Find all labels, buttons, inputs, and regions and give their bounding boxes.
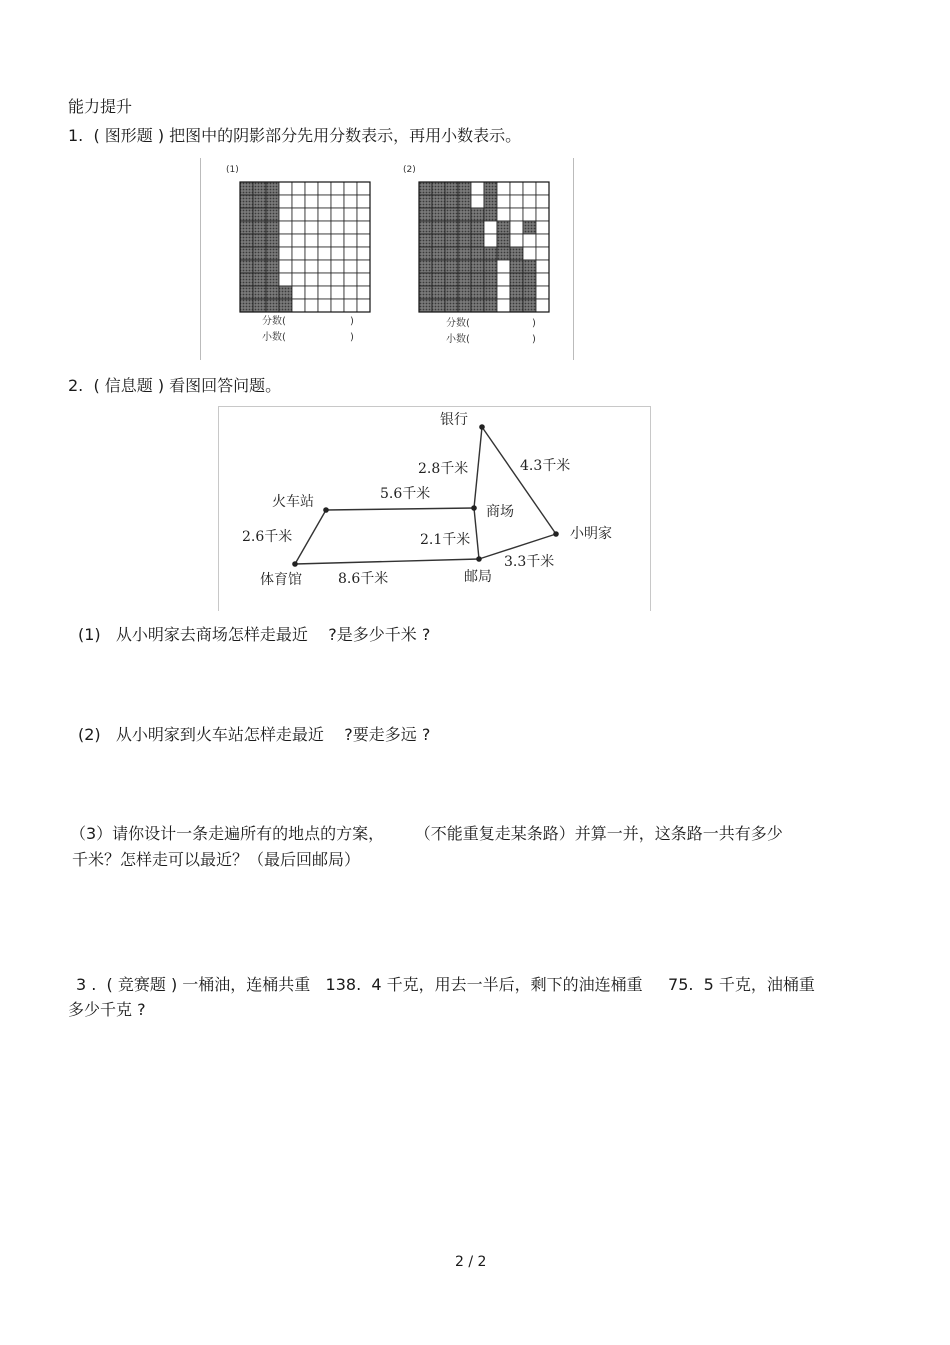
grid-cell	[471, 221, 484, 234]
grid-cell	[484, 299, 497, 312]
grid-cell	[357, 299, 370, 312]
grid-cell	[510, 286, 523, 299]
grid-cell	[305, 182, 318, 195]
grid-cell	[523, 221, 536, 234]
grid-cell	[458, 247, 471, 260]
road-mall-post	[474, 508, 479, 559]
grid-cell	[279, 182, 292, 195]
figure-1-decimal-label: 小数(	[262, 332, 286, 343]
figure-2-decimal-close: )	[532, 334, 536, 345]
grid-cell	[240, 195, 253, 208]
distance-gym-post: 8.6千米	[338, 571, 389, 587]
grid-cell	[357, 286, 370, 299]
grid-cell	[318, 221, 331, 234]
grid-cell	[536, 182, 549, 195]
grid-cell	[510, 221, 523, 234]
grid-cell	[458, 299, 471, 312]
grid-cell	[344, 260, 357, 273]
grid-cell	[497, 208, 510, 221]
grid-cell	[419, 221, 432, 234]
grid-cell	[471, 195, 484, 208]
grid-cell	[331, 195, 344, 208]
grid-cell	[279, 273, 292, 286]
grid-cell	[432, 273, 445, 286]
grid-cell	[318, 273, 331, 286]
grid-cell	[536, 195, 549, 208]
grid-cell	[445, 273, 458, 286]
grid-cell	[523, 260, 536, 273]
grid-cell	[432, 247, 445, 260]
grid-cell	[497, 182, 510, 195]
grid-cell	[279, 247, 292, 260]
grid-cell	[344, 195, 357, 208]
grid-cell	[445, 286, 458, 299]
road-gym-post	[295, 559, 479, 564]
grid-cell	[458, 234, 471, 247]
figure-1-decimal-close: )	[350, 332, 354, 343]
grid-cell	[445, 299, 458, 312]
grid-cell	[253, 286, 266, 299]
grid-cell	[484, 286, 497, 299]
grid-cell	[344, 286, 357, 299]
figure-2-fraction-close: )	[532, 318, 536, 329]
grid-cell	[344, 182, 357, 195]
grid-cell	[318, 195, 331, 208]
grid-cell	[419, 234, 432, 247]
grid-cell	[432, 299, 445, 312]
grid-cell	[266, 286, 279, 299]
grid-cell	[253, 273, 266, 286]
grid-cell	[432, 260, 445, 273]
grid-cell	[305, 273, 318, 286]
grid-cell	[471, 286, 484, 299]
grid-cell	[458, 182, 471, 195]
mall-label: 商场	[486, 504, 514, 520]
road-mall-bank	[474, 427, 482, 508]
grid-cell	[357, 208, 370, 221]
grid-cell	[536, 208, 549, 221]
grid-cell	[305, 234, 318, 247]
grid-cell	[445, 247, 458, 260]
grid-cell	[292, 195, 305, 208]
grid-cell	[497, 247, 510, 260]
grid-cell	[432, 208, 445, 221]
grid-cell	[458, 273, 471, 286]
figure-2-fraction-label: 分数(	[446, 318, 470, 329]
grid-cell	[240, 273, 253, 286]
grid-cell	[318, 208, 331, 221]
grid-cell	[240, 182, 253, 195]
grid-cell	[357, 182, 370, 195]
grid-cell	[253, 260, 266, 273]
grid-cell	[253, 247, 266, 260]
grid-cell	[318, 182, 331, 195]
grid-cell	[331, 208, 344, 221]
distance-bank-home: 4.3千米	[520, 458, 571, 474]
grid-cell	[484, 208, 497, 221]
grid-cell	[432, 234, 445, 247]
grid-cell	[331, 286, 344, 299]
bank-point	[479, 424, 485, 430]
grid-cell	[357, 221, 370, 234]
grid-cell	[357, 234, 370, 247]
grid-cell	[292, 273, 305, 286]
grid-cell	[253, 208, 266, 221]
grid-cell	[331, 221, 344, 234]
distance-post-home: 3.3千米	[504, 554, 555, 570]
grid-cell	[305, 208, 318, 221]
grid-cell	[523, 195, 536, 208]
grid-cell	[445, 208, 458, 221]
grid-cell	[279, 234, 292, 247]
grid-cell	[305, 221, 318, 234]
grid-cell	[523, 182, 536, 195]
grid-cell	[240, 260, 253, 273]
grid-cell	[318, 234, 331, 247]
road-station-gym	[295, 510, 326, 564]
grid-cell	[510, 234, 523, 247]
grid-cell	[536, 234, 549, 247]
grid-cell	[357, 247, 370, 260]
grid-cell	[536, 221, 549, 234]
grid-cell	[432, 195, 445, 208]
grid-cell	[445, 260, 458, 273]
grid-cell	[484, 234, 497, 247]
grid-cell	[279, 286, 292, 299]
grid-cell	[523, 247, 536, 260]
section-title: 能力提升	[68, 97, 133, 116]
grid-cell	[344, 221, 357, 234]
grid-cell	[497, 234, 510, 247]
grid-cell	[471, 273, 484, 286]
grid-cell	[458, 286, 471, 299]
grid-cell	[292, 208, 305, 221]
grid-cell	[253, 299, 266, 312]
grid-cell	[471, 208, 484, 221]
grid-cell	[292, 182, 305, 195]
grid-cell	[497, 221, 510, 234]
grid-cell	[279, 221, 292, 234]
grid-cell	[253, 221, 266, 234]
grid-cell	[484, 182, 497, 195]
grid-cell	[536, 260, 549, 273]
question-2-sub-2: (2) 从小明家到火车站怎样走最近 ?要走多远 ?	[78, 725, 431, 744]
grid-cell	[536, 247, 549, 260]
bank-label: 银行	[440, 412, 468, 428]
grid-cell	[331, 260, 344, 273]
grid-cell	[419, 195, 432, 208]
grid-cell	[471, 182, 484, 195]
station-point	[323, 507, 329, 513]
post-point	[476, 556, 482, 562]
grid-figure-2	[419, 182, 549, 312]
grid-cell	[344, 299, 357, 312]
grid-cell	[318, 247, 331, 260]
distance-bank-mall: 2.8千米	[418, 461, 469, 477]
grid-cell	[497, 286, 510, 299]
grid-cell	[305, 260, 318, 273]
grid-cell	[510, 195, 523, 208]
grid-cell	[331, 234, 344, 247]
grid-cell	[458, 221, 471, 234]
gym-label: 体育馆	[260, 572, 302, 588]
grid-cell	[266, 260, 279, 273]
figure-2-decimal-label: 小数(	[446, 334, 470, 345]
grid-cell	[331, 299, 344, 312]
grid-cell	[523, 299, 536, 312]
grid-cell	[536, 273, 549, 286]
grid-cell	[357, 195, 370, 208]
distance-station-gym: 2.6千米	[242, 529, 293, 545]
grid-cell	[240, 247, 253, 260]
station-label: 火车站	[272, 494, 314, 510]
grid-cell	[266, 182, 279, 195]
grid-cell	[445, 195, 458, 208]
grid-cell	[497, 299, 510, 312]
figure-1-fraction-close: )	[350, 316, 354, 327]
grid-cell	[497, 273, 510, 286]
grid-cell	[266, 195, 279, 208]
grid-cell	[344, 208, 357, 221]
question-2-sub-3-line-2: 千米？怎样走可以最近？（最后回邮局）	[72, 850, 361, 869]
grid-figure-1	[240, 182, 370, 312]
grid-cell	[240, 299, 253, 312]
grid-cell	[305, 286, 318, 299]
grid-cell	[292, 234, 305, 247]
grid-cell	[510, 208, 523, 221]
grid-cell	[292, 247, 305, 260]
grid-cell	[305, 299, 318, 312]
grid-cell	[266, 234, 279, 247]
grid-cell	[253, 195, 266, 208]
grid-cell	[253, 182, 266, 195]
grid-cell	[471, 299, 484, 312]
question-2-sub-3-line-1: （3）请你设计一条走遍所有的地点的方案， （不能重复走某条路）并算一并，这条路一共有多少	[70, 824, 783, 843]
grid-cell	[344, 234, 357, 247]
grid-cell	[279, 299, 292, 312]
grid-cell	[419, 273, 432, 286]
question-1-text: 1. ( 图形题 ) 把图中的阴影部分先用分数表示，再用小数表示。	[68, 126, 522, 145]
grid-cell	[432, 286, 445, 299]
grid-cell	[536, 286, 549, 299]
grid-cell	[357, 273, 370, 286]
grid-cell	[432, 221, 445, 234]
grid-cell	[266, 208, 279, 221]
grid-cell	[419, 247, 432, 260]
home-label: 小明家	[570, 526, 612, 542]
grid-cell	[266, 299, 279, 312]
grid-cell	[484, 273, 497, 286]
grid-cell	[266, 221, 279, 234]
grid-cell	[445, 182, 458, 195]
grid-cell	[292, 260, 305, 273]
grid-cell	[445, 221, 458, 234]
grid-cell	[318, 299, 331, 312]
grid-cell	[344, 247, 357, 260]
grid-cell	[331, 182, 344, 195]
grid-cell	[536, 299, 549, 312]
grid-cell	[292, 299, 305, 312]
grid-cell	[523, 208, 536, 221]
route-map	[218, 406, 652, 611]
home-point	[553, 531, 559, 537]
grid-cell	[471, 247, 484, 260]
grid-cell	[497, 195, 510, 208]
grid-cell	[305, 247, 318, 260]
grid-cell	[510, 260, 523, 273]
grid-cell	[240, 221, 253, 234]
grid-cell	[471, 260, 484, 273]
grid-cell	[344, 273, 357, 286]
grid-cell	[240, 208, 253, 221]
grid-cell	[471, 234, 484, 247]
distance-station-mall: 5.6千米	[380, 486, 431, 502]
grid-cell	[419, 182, 432, 195]
grid-cell	[253, 234, 266, 247]
mall-point	[471, 505, 477, 511]
page-number: 2 / 2	[455, 1254, 487, 1270]
grid-cell	[240, 234, 253, 247]
grid-cell	[305, 195, 318, 208]
post-label: 邮局	[464, 569, 492, 585]
question-2-sub-1: (1) 从小明家去商场怎样走最近 ?是多少千米 ?	[78, 625, 431, 644]
grid-cell	[292, 286, 305, 299]
grid-cell	[510, 247, 523, 260]
question-1-figure	[200, 158, 576, 360]
question-3-line-2: 多少千克 ?	[68, 1000, 146, 1019]
grid-cell	[357, 260, 370, 273]
grid-cell	[318, 286, 331, 299]
grid-cell	[279, 260, 292, 273]
grid-cell	[419, 208, 432, 221]
grid-cell	[458, 260, 471, 273]
grid-cell	[266, 247, 279, 260]
grid-cell	[279, 195, 292, 208]
question-2-text: 2. ( 信息题 ) 看图回答问题。	[68, 376, 282, 395]
grid-cell	[484, 195, 497, 208]
figure-2-label: (2)	[403, 165, 416, 175]
grid-cell	[523, 273, 536, 286]
grid-cell	[419, 286, 432, 299]
question-3-line-1: 3 . ( 竞赛题 ) 一桶油，连桶共重 138. 4 千克，用去一半后，剩下的油连桶重 75. 5 千克，油桶重	[76, 975, 815, 994]
grid-cell	[292, 221, 305, 234]
grid-cell	[510, 182, 523, 195]
gym-point	[292, 561, 298, 567]
grid-cell	[445, 234, 458, 247]
grid-cell	[484, 260, 497, 273]
grid-cell	[458, 195, 471, 208]
grid-cell	[419, 299, 432, 312]
grid-cell	[419, 260, 432, 273]
grid-cell	[266, 273, 279, 286]
grid-cell	[484, 247, 497, 260]
grid-cell	[458, 208, 471, 221]
grid-cell	[510, 299, 523, 312]
grid-cell	[432, 182, 445, 195]
grid-cell	[523, 286, 536, 299]
grid-cell	[331, 247, 344, 260]
grid-cell	[279, 208, 292, 221]
grid-cell	[523, 234, 536, 247]
grid-cell	[484, 221, 497, 234]
grid-cell	[331, 273, 344, 286]
grid-cell	[240, 286, 253, 299]
grid-cell	[497, 260, 510, 273]
figure-1-label: (1)	[226, 165, 239, 175]
distance-mall-post: 2.1千米	[420, 532, 471, 548]
figure-1-fraction-label: 分数(	[262, 316, 286, 327]
road-station-mall	[326, 508, 474, 510]
grid-cell	[318, 260, 331, 273]
grid-cell	[510, 273, 523, 286]
